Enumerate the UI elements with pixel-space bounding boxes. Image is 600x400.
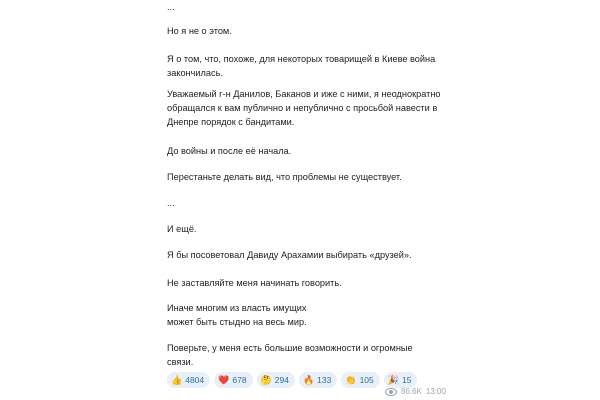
clapping-hands-icon: 👏	[345, 375, 357, 385]
message-meta	[385, 387, 446, 396]
reactions-bar	[167, 372, 417, 388]
reaction-party[interactable]	[384, 372, 418, 388]
fire-icon: 🔥	[302, 375, 315, 385]
reaction-count: 4804	[185, 375, 205, 385]
message-paragraph: ...	[167, 2, 175, 12]
message-paragraph: Поверьте, у меня есть большие возможности и огромные связи.	[167, 343, 413, 367]
reaction-clap[interactable]	[341, 372, 379, 388]
reaction-count: 15	[401, 375, 412, 385]
reaction-fire[interactable]	[299, 372, 337, 388]
reaction-thinking[interactable]	[257, 372, 295, 388]
reaction-heart[interactable]	[214, 372, 252, 388]
thumbs-up-icon: 👍	[171, 375, 183, 385]
message-paragraph: Я о том, что, похоже, для некоторых товарищей в Киеве война закончилась.	[167, 54, 436, 78]
message-paragraph: Уважаемый г-н Данилов, Баканов и иже с ними, я неоднократно обращался к вам публично и непублично с просьбой навести в Днепре порядок с бандитами.	[167, 89, 441, 127]
message-bubble	[160, 0, 450, 400]
message-time: 13:00	[425, 387, 446, 396]
reaction-count: 105	[359, 375, 374, 385]
message-paragraph: Я бы посоветовал Давиду Арахамии выбирать «друзей».	[167, 250, 412, 260]
message-paragraph: Не заставляйте меня начинать говорить.	[167, 278, 342, 288]
reaction-thumbs-up[interactable]	[167, 372, 210, 388]
eye-icon	[385, 388, 397, 396]
thinking-face-icon: 🤔	[260, 375, 272, 385]
reaction-count: 294	[274, 375, 289, 385]
heart-icon: ❤️	[218, 375, 230, 385]
view-count: 86.6K	[401, 387, 422, 396]
reaction-count: 133	[317, 375, 332, 385]
message-paragraph: До войны и после её начала.	[167, 146, 292, 156]
reaction-count: 678	[232, 375, 247, 385]
party-popper-icon: 🎉	[387, 375, 399, 385]
message-paragraph: Иначе многим из власть имущих может быть стыдно на весь мир.	[167, 303, 307, 327]
message-paragraph: Но я не о этом.	[167, 26, 232, 36]
message-paragraph: Перестаньте делать вид, что проблемы не существует.	[167, 172, 402, 182]
message-paragraph: ...	[167, 198, 175, 208]
message-paragraph: И ещё.	[167, 224, 197, 234]
